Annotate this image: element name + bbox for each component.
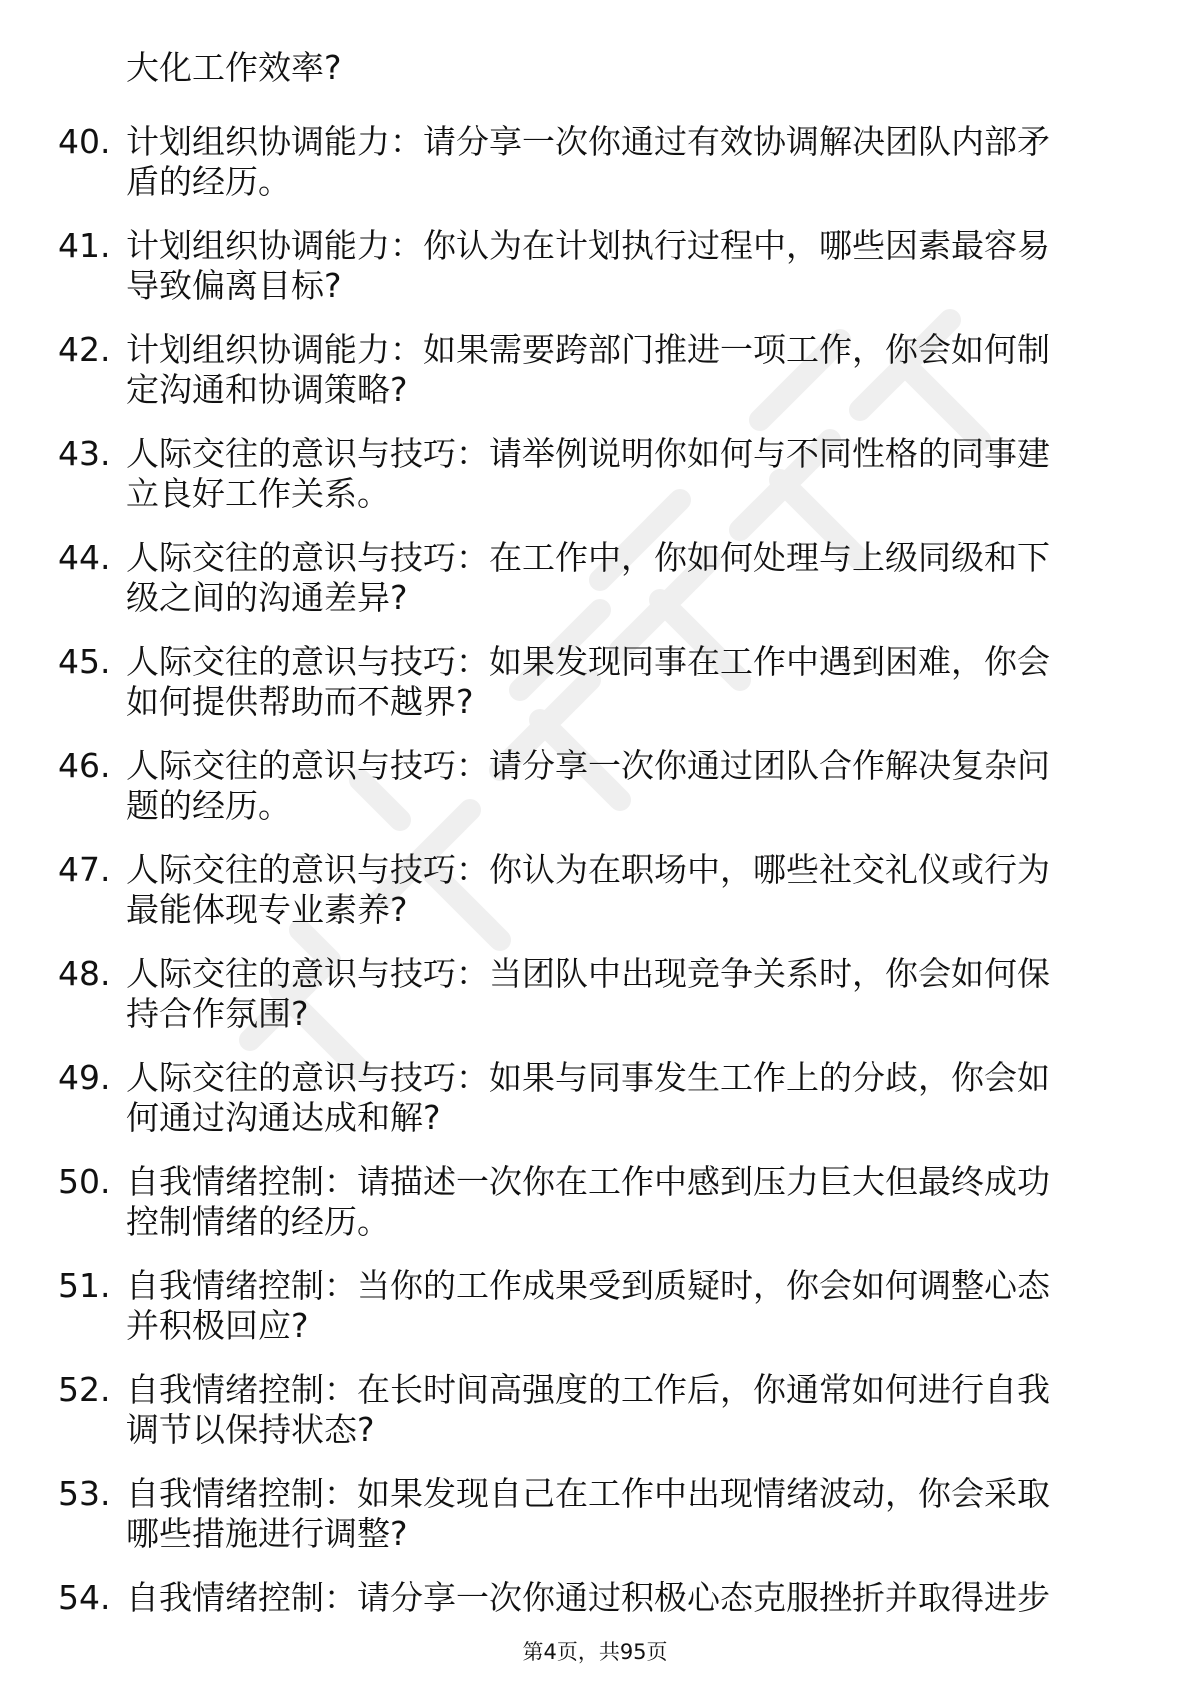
- question-item: [0, 1370, 1190, 1474]
- question-item: [0, 746, 1190, 850]
- question-item: [0, 434, 1190, 538]
- question-list: [0, 122, 1190, 1682]
- question-item: [0, 1058, 1190, 1162]
- question-item: [0, 1578, 1190, 1682]
- question-item: [0, 1474, 1190, 1578]
- question-text-line: 盾的经历。: [126, 162, 291, 201]
- question-text-line: 控制情绪的经历。: [126, 1202, 390, 1241]
- question-item: [0, 642, 1190, 746]
- question-text-line: 计划组织协调能力：如果需要跨部门推进一项工作，你会如何制: [126, 330, 1050, 369]
- question-text-line: 人际交往的意识与技巧：请分享一次你通过团队合作解决复杂问: [126, 746, 1050, 785]
- question-number: 44.: [58, 538, 111, 577]
- question-item: [0, 954, 1190, 1058]
- continuation-text: 大化工作效率?: [126, 48, 342, 87]
- question-text-line: 自我情绪控制：当你的工作成果受到质疑时，你会如何调整心态: [126, 1266, 1050, 1305]
- question-item: [0, 122, 1190, 226]
- question-text-line: 自我情绪控制：请描述一次你在工作中感到压力巨大但最终成功: [126, 1162, 1050, 1201]
- question-text-line: 并积极回应?: [126, 1306, 309, 1345]
- question-text-line: 计划组织协调能力：请分享一次你通过有效协调解决团队内部矛: [126, 122, 1050, 161]
- question-number: 45.: [58, 642, 111, 681]
- question-text-line: 定沟通和协调策略?: [126, 370, 408, 409]
- question-text-line: 级之间的沟通差异?: [126, 578, 408, 617]
- question-text-line: 立良好工作关系。: [126, 474, 390, 513]
- page-footer: 第4页，共95页: [522, 1640, 668, 1664]
- question-text-line: 人际交往的意识与技巧：你认为在职场中，哪些社交礼仪或行为: [126, 850, 1050, 889]
- question-number: 40.: [58, 122, 111, 161]
- question-number: 53.: [58, 1474, 111, 1513]
- question-number: 51.: [58, 1266, 111, 1305]
- question-number: 49.: [58, 1058, 111, 1097]
- question-item: [0, 1162, 1190, 1266]
- question-text-line: 持合作氛围?: [126, 994, 309, 1033]
- question-item: [0, 1266, 1190, 1370]
- question-text-line: 哪些措施进行调整?: [126, 1514, 408, 1553]
- question-number: 46.: [58, 746, 111, 785]
- question-text-line: 题的经历。: [126, 786, 291, 825]
- question-text-line: 何通过沟通达成和解?: [126, 1098, 441, 1137]
- question-text-line: 导致偏离目标?: [126, 266, 342, 305]
- question-number: 41.: [58, 226, 111, 265]
- question-text-line: 最能体现专业素养?: [126, 890, 408, 929]
- question-text-line: 人际交往的意识与技巧：当团队中出现竞争关系时，你会如何保: [126, 954, 1050, 993]
- question-item: [0, 226, 1190, 330]
- question-item: [0, 850, 1190, 954]
- question-number: 54.: [58, 1578, 111, 1617]
- question-text-line: 调节以保持状态?: [126, 1410, 375, 1449]
- question-text-line: 人际交往的意识与技巧：如果与同事发生工作上的分歧，你会如: [126, 1058, 1050, 1097]
- question-number: 43.: [58, 434, 111, 473]
- question-number: 47.: [58, 850, 111, 889]
- question-text-line: 人际交往的意识与技巧：在工作中，你如何处理与上级同级和下: [126, 538, 1050, 577]
- question-text-line: 自我情绪控制：在长时间高强度的工作后，你通常如何进行自我: [126, 1370, 1050, 1409]
- question-text-line: 人际交往的意识与技巧：请举例说明你如何与不同性格的同事建: [126, 434, 1050, 473]
- question-text-line: 自我情绪控制：请分享一次你通过积极心态克服挫折并取得进步: [126, 1578, 1050, 1617]
- question-number: 50.: [58, 1162, 111, 1201]
- question-text-line: 如何提供帮助而不越界?: [126, 682, 474, 721]
- question-number: 42.: [58, 330, 111, 369]
- question-text-line: 计划组织协调能力：你认为在计划执行过程中，哪些因素最容易: [126, 226, 1050, 265]
- question-text-line: 人际交往的意识与技巧：如果发现同事在工作中遇到困难，你会: [126, 642, 1050, 681]
- question-item: [0, 330, 1190, 434]
- question-text-line: 自我情绪控制：如果发现自己在工作中出现情绪波动，你会采取: [126, 1474, 1050, 1513]
- question-number: 48.: [58, 954, 111, 993]
- question-item: [0, 538, 1190, 642]
- question-number: 52.: [58, 1370, 111, 1409]
